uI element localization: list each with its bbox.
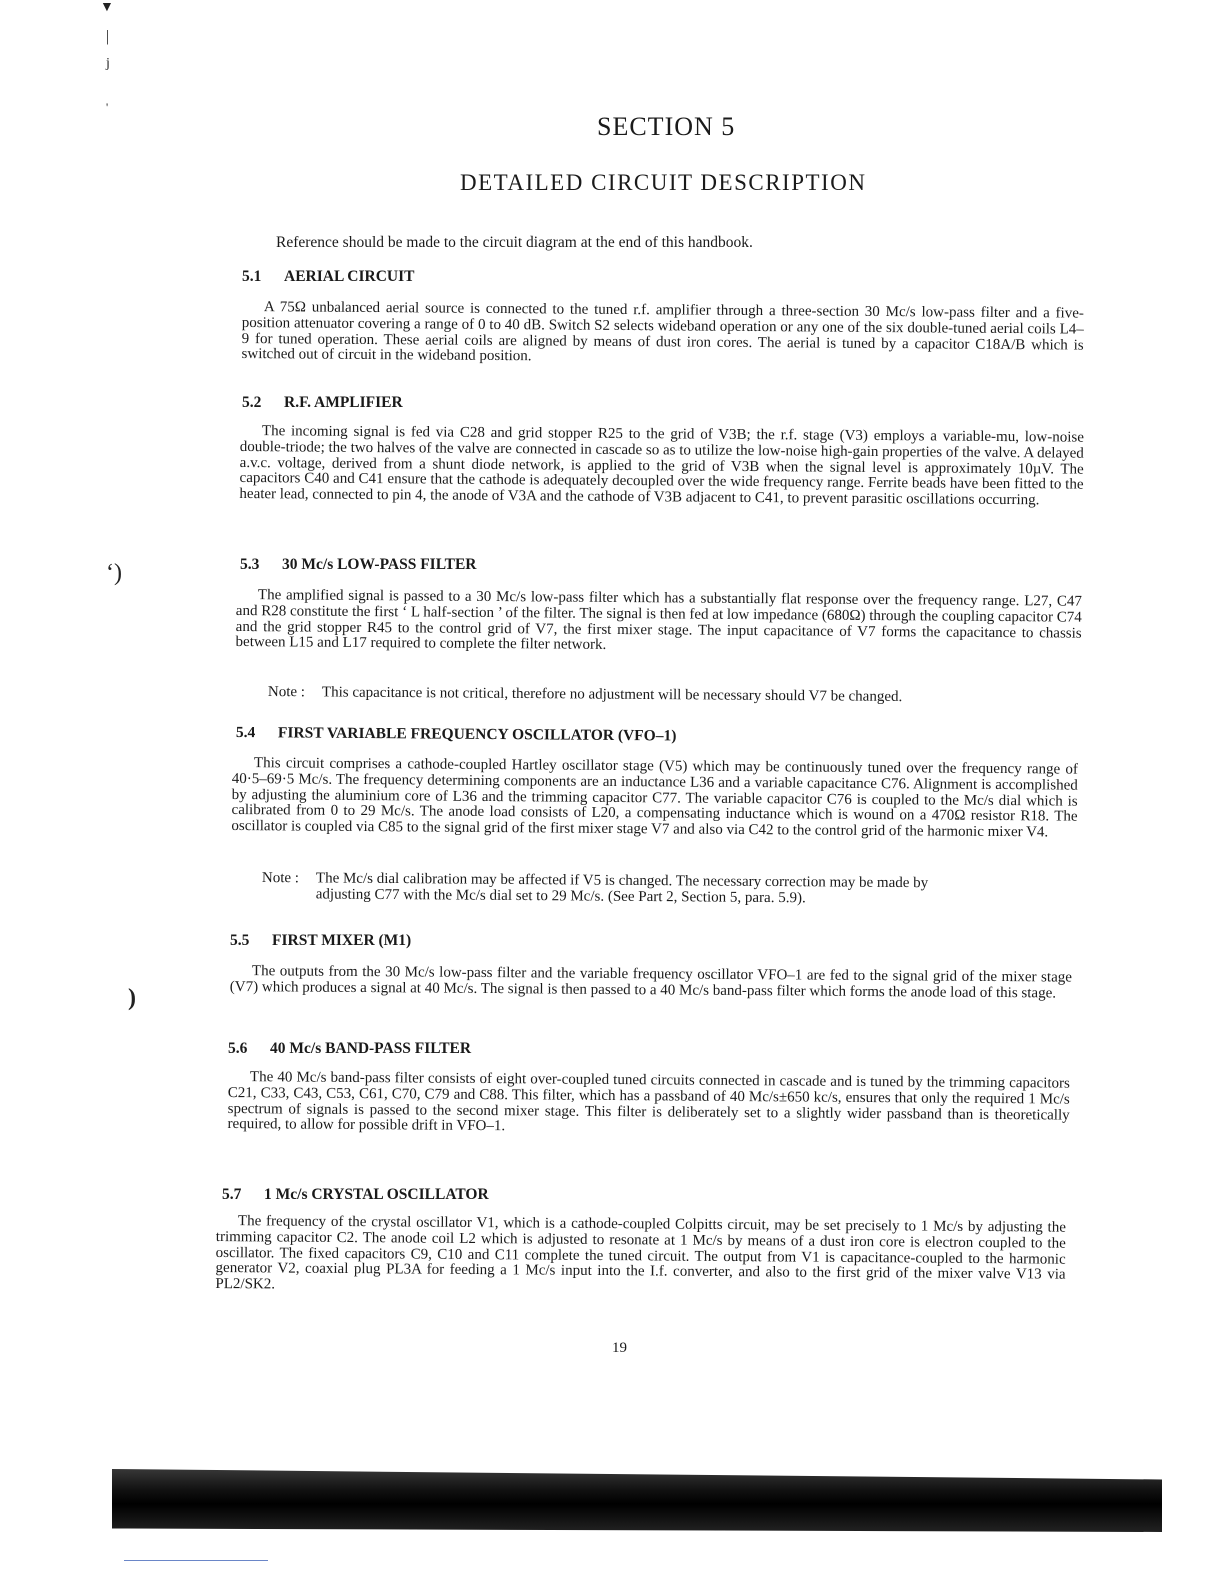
section-note: [262, 870, 1078, 908]
section-title: 30 Mc/s LOW-PASS FILTER: [282, 556, 477, 573]
section-number: 5.5: [230, 932, 250, 949]
section-heading-5-7: [222, 1186, 489, 1204]
section-heading-5-1: [242, 268, 415, 286]
margin-mark: ': [106, 100, 109, 114]
margin-mark: ▼: [100, 0, 114, 15]
note-text: This capacitance is not critical, therefore no adjustment will be necessary should V7 be changed.: [321, 684, 903, 705]
note-label: Note :: [267, 684, 306, 701]
section-number: 5.4: [235, 724, 256, 742]
document-title: DETAILED CIRCUIT DESCRIPTION: [460, 170, 867, 195]
scan-edge-shadow: [112, 1462, 1162, 1532]
section-note: [268, 684, 1048, 706]
section-title: 1 Mc/s CRYSTAL OSCILLATOR: [264, 1186, 489, 1203]
section-heading-5-6: [228, 1040, 471, 1058]
section-paragraph: The amplified signal is passed to a 30 Mc/s low-pass filter which has a substantially flat response over the frequency range. L27, C47 and R28 constitute the first ‘ L half-section ’ of the filter. The signal is then fed at low impedance (680Ω) through the coupling capacitor C74 and the grid stopper R45 to the control grid of V7, the first mixer stage. The input capacitance of V7 forms the capacitance to chassis between L15 and L17 required to complete the filter network.: [235, 587, 1082, 654]
section-heading-5-2: [242, 394, 403, 412]
section-heading: SECTION 5: [597, 112, 736, 141]
section-number: 5.7: [222, 1186, 242, 1203]
section-heading-5-3: [240, 556, 477, 574]
margin-mark: |: [106, 28, 110, 45]
section-number: 5.2: [242, 394, 262, 411]
section-title: FIRST MIXER (M1): [272, 932, 412, 949]
section-title: FIRST VARIABLE FREQUENCY OSCILLATOR (VFO–1): [277, 724, 677, 745]
section-paragraph: The incoming signal is fed via C28 and grid stopper R25 to the grid of V3B; the r.f. stage (V3) employs a variable-mu, low-noise double-triode; the two halves of the valve are connected in cascade so as to utilize the low-noise high-gain properties of the valve. A delayed a.v.c. voltage, derived from a shunt diode network, is applied to the grid of V3B when the signal level is approximately 10µV. The capacitors C40 and C41 ensure that the cathode is adequately decoupled over the wide frequency range. Ferrite beads have been fitted to the heater lead, connected to pin 4, the anode of V3A and the cathode of V3B adjacent to C41, to prevent parasitic oscillations occurring.: [239, 423, 1084, 509]
section-heading-5-4: [236, 724, 677, 745]
page-number: 19: [612, 1340, 627, 1356]
intro-text: Reference should be made to the circuit diagram at the end of this handbook.: [276, 234, 753, 251]
section-number: 5.3: [240, 556, 260, 573]
margin-mark: ‘): [106, 560, 122, 586]
note-text: The Mc/s dial calibration may be affected if V5 is changed. The necessary correction may be made by: [315, 870, 929, 892]
note-text-continued: adjusting C77 with the Mc/s dial set to 29 Mc/s. (See Part 2, Section 5, para. 5.9).: [315, 886, 806, 907]
note-label: Note :: [261, 870, 300, 887]
margin-mark: j: [106, 56, 110, 71]
section-paragraph: The outputs from the 30 Mc/s low-pass filter and the variable frequency oscillator VFO–1 are fed to the signal grid of the mixer stage (V7) which produces a signal at 40 Mc/s. The signal is then passed to a 40 Mc/s band-pass filter which forms the anode load of this stage.: [229, 963, 1072, 1002]
section-heading-5-5: [230, 932, 411, 950]
section-paragraph: The frequency of the crystal oscillator V1, which is a cathode-coupled Colpitts circuit, may be set precisely to 1 Mc/s by adjusting the trimming capacitor C2. The anode coil L2 which is adjusted to resonate at 1 Mc/s by means of a dust iron core is electron coupled to the oscillator. The fixed capacitors C9, C10 and C11 complete the tuned circuit. The output from V1 is capacitance-coupled to the harmonic generator V2, coaxial plug PL3A for feeding a 1 Mc/s input into the I.f. converter, and also to the first grid of the mixer valve V13 via PL2/SK2.: [215, 1213, 1066, 1293]
section-title: 40 Mc/s BAND-PASS FILTER: [270, 1040, 472, 1057]
section-title: R.F. AMPLIFIER: [284, 394, 403, 411]
section-number: 5.6: [228, 1040, 248, 1057]
section-number: 5.1: [242, 268, 262, 285]
section-paragraph: A 75Ω unbalanced aerial source is connected to the tuned r.f. amplifier through a three-section 30 Mc/s low-pass filter and a five-position attenuator covering a range of 0 to 40 dB. Switch S2 selects wideband operation or any one of the six double-tuned aerial coils L4–9 for tuned operation. These aerial coils are aligned by means of dust iron cores. The aerial is tuned by a capacitor C18A/B which is switched out of circuit in the wideband position.: [241, 299, 1084, 365]
section-title: AERIAL CIRCUIT: [284, 268, 415, 285]
section-paragraph: This circuit comprises a cathode-coupled Hartley oscillator stage (V5) which may be continuously tuned over the frequency range of 40·5–69·5 Mc/s. The frequency determining components are an inductance L36 and a variable capacitance C76. Alignment is accomplished by adjusting the aluminium core of L36 and the trimming capacitor C77. The variable capacitor C76 is coupled to the Mc/s dial which is calibrated from 0 to 29 Mc/s. The anode load consists of L20, a compensating inductance which is wound on a 470Ω resistor R18. The oscillator is coupled via C85 to the signal grid of the first mixer stage V7 and also via C42 to the control grid of the harmonic mixer V4.: [231, 755, 1078, 841]
margin-mark: ): [128, 985, 136, 1011]
section-paragraph: The 40 Mc/s band-pass filter consists of eight over-coupled tuned circuits connected in cascade and is tuned by the trimming capacitors C21, C33, C43, C53, C61, C70, C79 and C88. This filter, which has a passband of 40 Mc/s±650 kc/s, ensures that only the required 1 Mc/s spectrum of signals is passed to the second mixer stage. This filter is deliberately set to a slightly wider passband than is theoretically required, to allow for possible drift in VFO–1.: [227, 1069, 1070, 1135]
footnote-rule: [124, 1560, 268, 1561]
